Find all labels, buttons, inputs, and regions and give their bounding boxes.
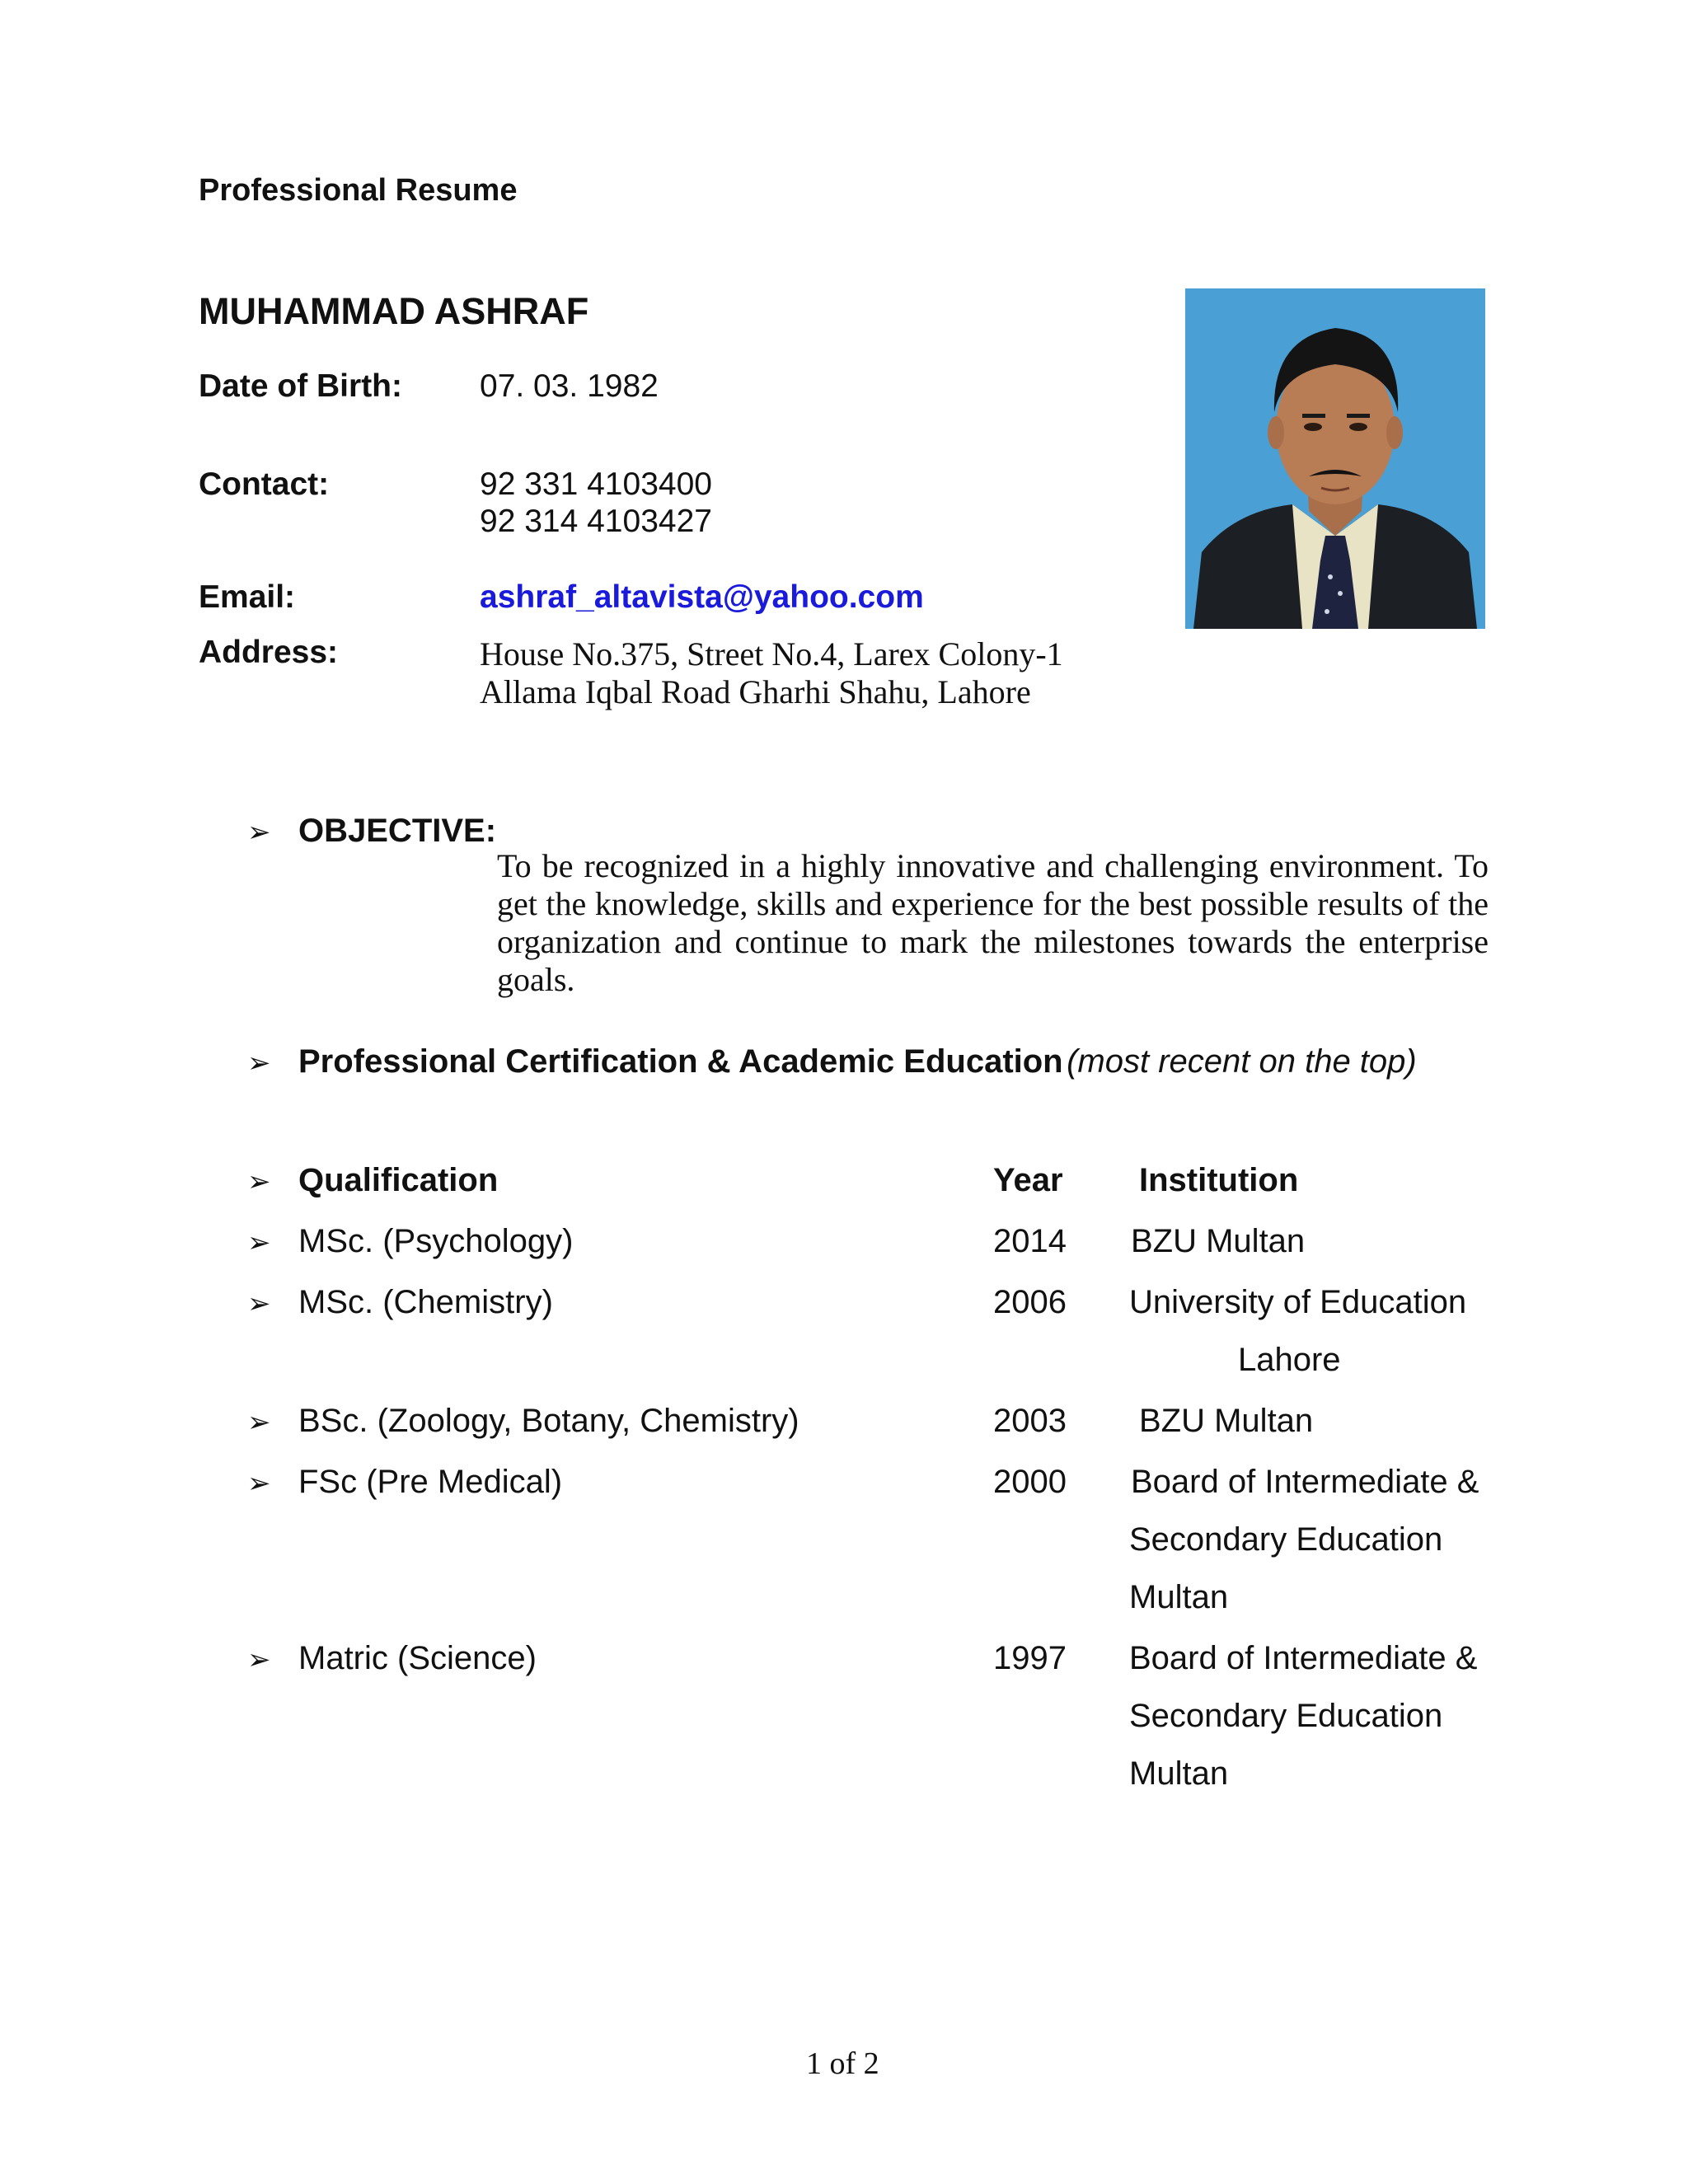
row-institution-line-2: Lahore: [1238, 1342, 1341, 1378]
arrowhead-bullet-icon: ➢: [247, 817, 271, 848]
contact-phone-1: 92 331 4103400: [480, 466, 712, 502]
address-label: Address:: [199, 635, 339, 670]
education-note: (most recent on the top): [1067, 1043, 1417, 1080]
email-label: Email:: [199, 579, 296, 615]
row-institution: Board of Intermediate &: [1129, 1640, 1478, 1676]
page-number: 1 of 2: [806, 2046, 879, 2081]
row-qualification: MSc. (Psychology): [298, 1223, 574, 1259]
row-qualification: BSc. (Zoology, Botany, Chemistry): [298, 1403, 799, 1439]
arrowhead-bullet-icon: ➢: [247, 1166, 271, 1197]
contact-phone-2: 92 314 4103427: [480, 504, 712, 539]
objective-heading: OBJECTIVE:: [298, 813, 497, 849]
row-institution: Board of Intermediate &: [1131, 1464, 1479, 1500]
arrowhead-bullet-icon: ➢: [247, 1288, 271, 1319]
row-institution: University of Education: [1129, 1284, 1467, 1320]
row-year: 2006: [993, 1284, 1067, 1320]
row-institution: BZU Multan: [1131, 1223, 1306, 1259]
column-header-institution: Institution: [1139, 1162, 1299, 1198]
arrowhead-bullet-icon: ➢: [247, 1468, 271, 1499]
column-header-year: Year: [993, 1162, 1063, 1198]
row-qualification: Matric (Science): [298, 1640, 537, 1676]
dob-value: 07. 03. 1982: [480, 368, 659, 404]
arrowhead-bullet-icon: ➢: [247, 1407, 271, 1438]
row-institution-line-3: Multan: [1129, 1579, 1229, 1615]
arrowhead-bullet-icon: ➢: [247, 1047, 271, 1079]
row-year: 1997: [993, 1640, 1067, 1676]
row-year: 2003: [993, 1403, 1067, 1439]
objective-text: To be recognized in a highly innovative and challenging environment. To get the knowledge, skills and experience for the best possible results of the organization and continue to mark the milestones towards the enterprise goals.: [497, 847, 1489, 998]
profile-photo: [1185, 288, 1485, 629]
address-line-1: House No.375, Street No.4, Larex Colony-1: [480, 635, 1063, 673]
arrowhead-bullet-icon: ➢: [247, 1227, 271, 1258]
document-title: Professional Resume: [199, 173, 518, 208]
email-link[interactable]: ashraf_altavista@yahoo.com: [480, 579, 924, 615]
row-institution-line-2: Secondary Education: [1129, 1521, 1443, 1558]
row-year: 2014: [993, 1223, 1067, 1259]
row-year: 2000: [993, 1464, 1067, 1500]
row-institution: BZU Multan: [1139, 1403, 1314, 1439]
row-institution-line-2: Secondary Education: [1129, 1698, 1443, 1734]
dob-label: Date of Birth:: [199, 368, 402, 404]
education-heading-line: [298, 1043, 1417, 1080]
contact-label: Contact:: [199, 466, 330, 502]
row-qualification: FSc (Pre Medical): [298, 1464, 563, 1500]
arrowhead-bullet-icon: ➢: [247, 1644, 271, 1675]
row-qualification: MSc. (Chemistry): [298, 1284, 553, 1320]
column-header-qualification: Qualification: [298, 1162, 499, 1198]
education-heading: Professional Certification & Academic Education: [298, 1043, 1063, 1080]
person-name: MUHAMMAD ASHRAF: [199, 290, 589, 332]
row-institution-line-3: Multan: [1129, 1755, 1229, 1792]
address-line-2: Allama Iqbal Road Gharhi Shahu, Lahore: [480, 673, 1031, 710]
